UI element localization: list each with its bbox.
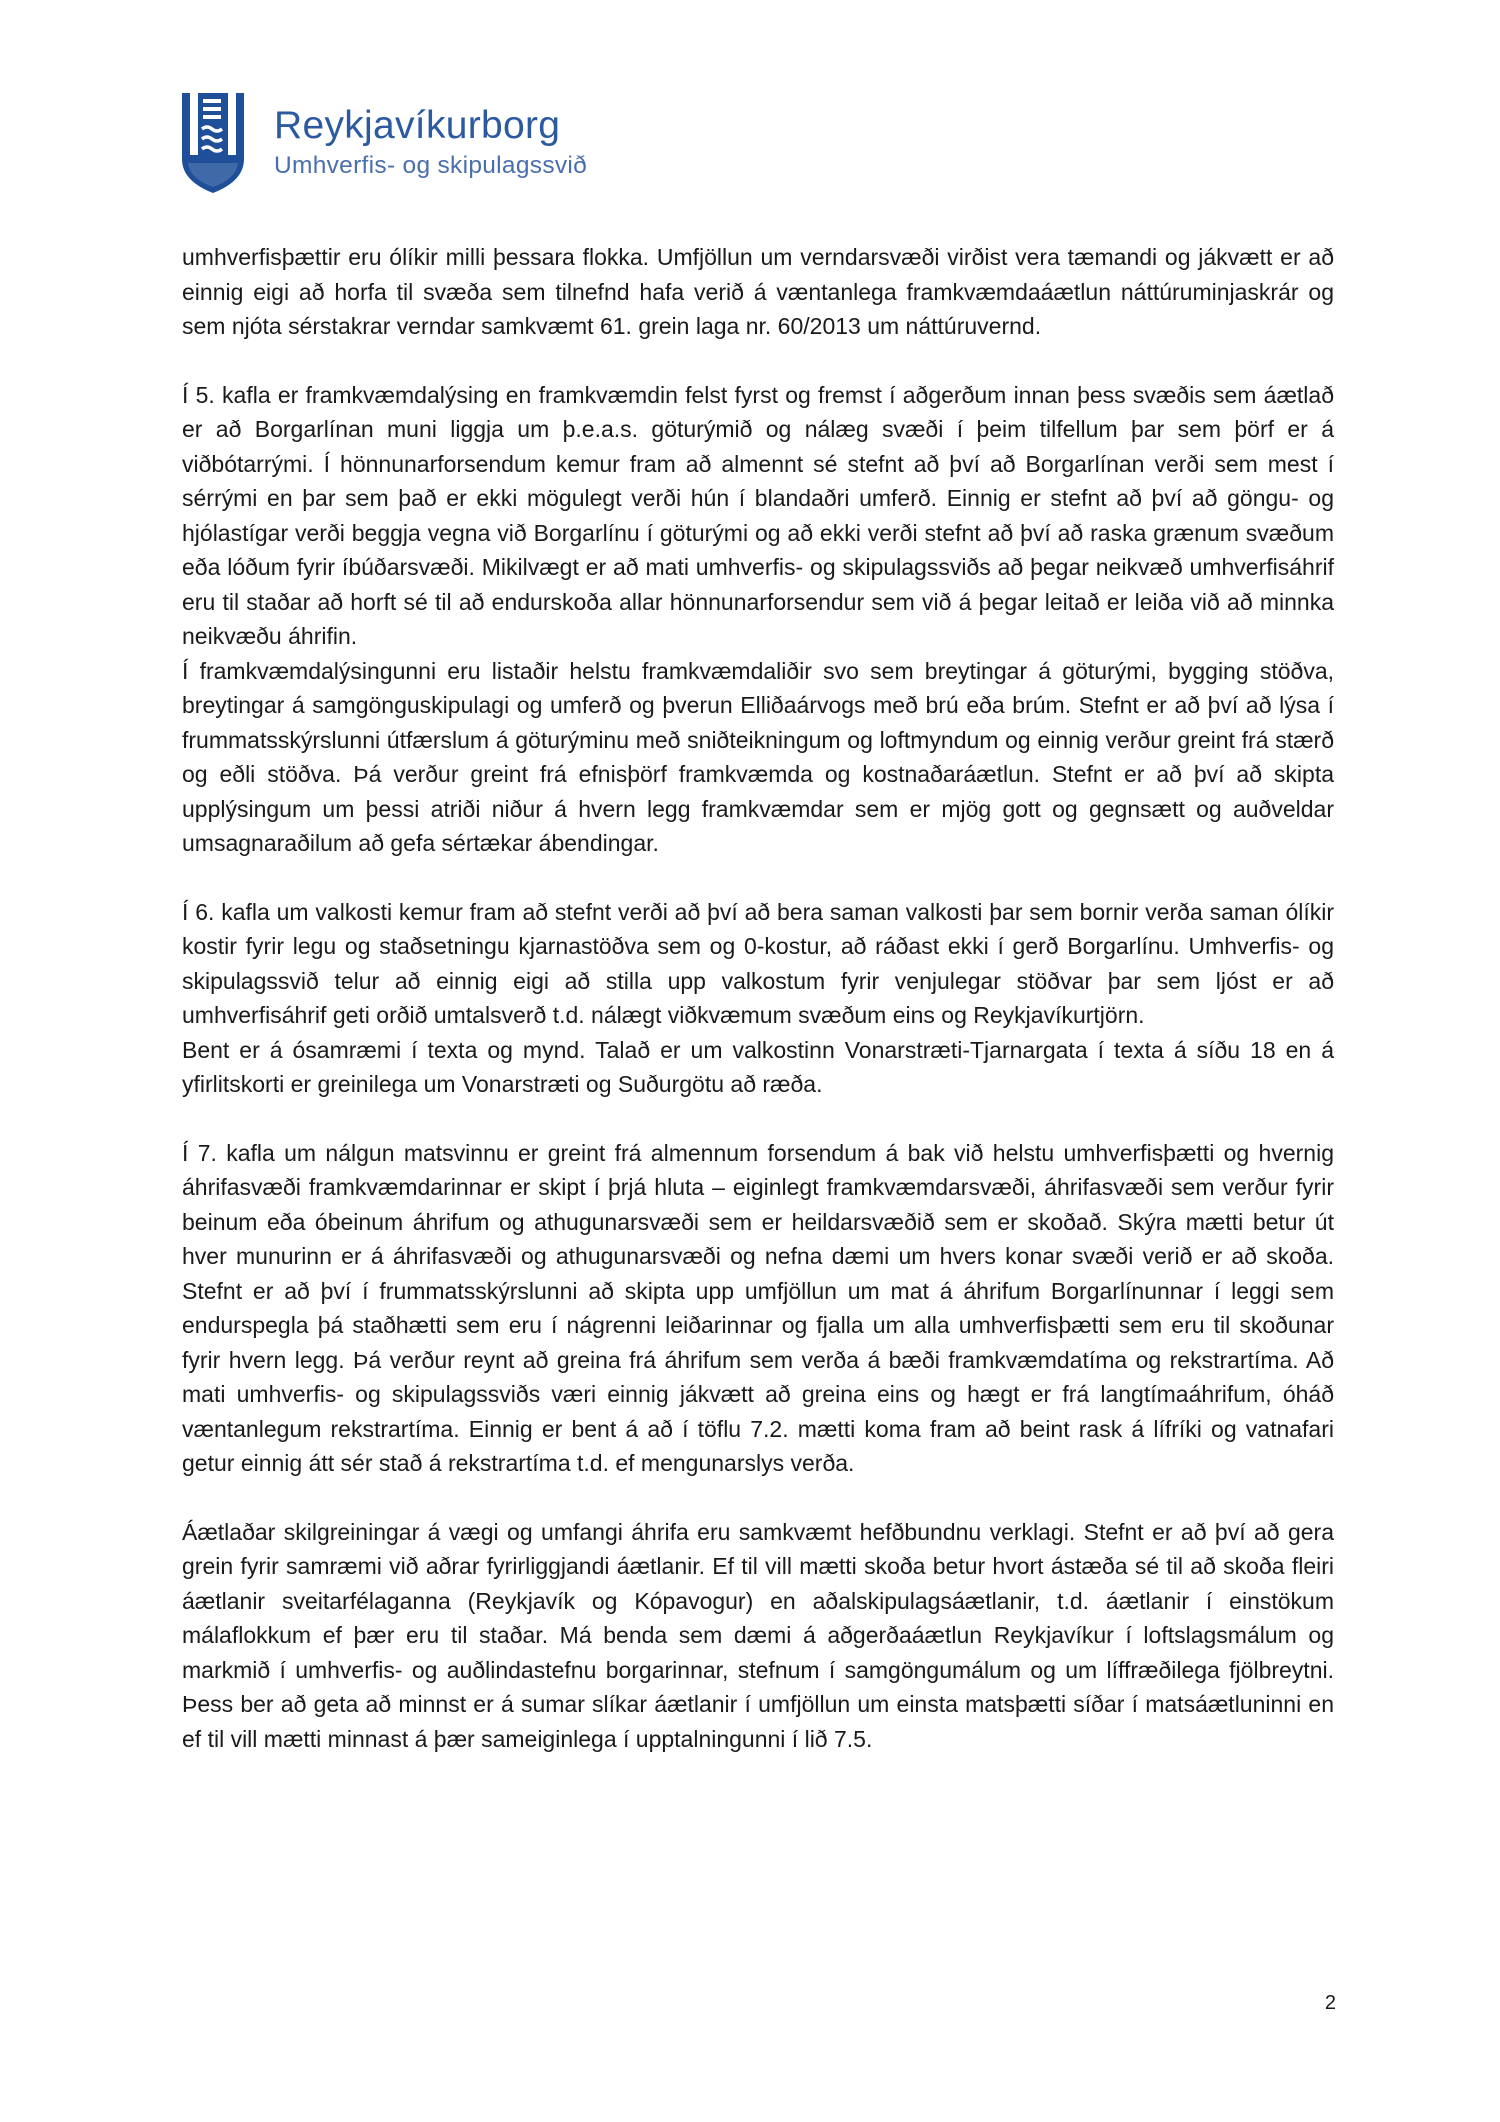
paragraph: Í 7. kafla um nálgun matsvinnu er greint frá almennum forsendum á bak við helstu umhverfisþætti og hvernig áhrifasvæði framkvæmdarinnar er skipt í þrjá hluta – eiginlegt framkvæmdarsvæði, áhrifasvæði sem verður fyrir beinum eða óbeinum áhrifum og athugunarsvæði sem er heildarsvæðið sem er skoðað. Skýra mætti betur út hver munurinn er á áhrifasvæði og athugunarsvæði og nefna dæmi um hvers konar svæði verið er að skoða. Stefnt er að því í frummatsskýrslunni að skipta upp umfjöllun um mat á áhrifum Borgarlínunnar í leggi sem endurspegla þá staðhætti sem eru í nágrenni leiðarinnar og fjalla um alla umhverfisþætti sem eru til skoðunar fyrir hvern legg. Þá verður reynt að greina frá áhrifum sem verða á bæði framkvæmdatíma og rekstrartíma. Að mati umhverfis- og skipulagssviðs væri einnig jákvætt að greina eins og hægt er frá langtímaáhrifum, óháð væntanlegum rekstrartíma. Einnig er bent á að í töflu 7.2. mætti koma fram að beint rask á lífríki og vatnafari getur einnig átt sér stað á rekstrartíma t.d. ef mengunarslys verða. bbox=[182, 1139, 1334, 1476]
paragraph: umhverfisþættir eru ólíkir milli þessara flokka. Umfjöllun um verndarsvæði virðist vera tæmandi og jákvætt er að einnig eigi að horfa til svæða sem tilnefnd hafa verið á væntanlega framkvæmdaáætlun náttúruminjaskrár og sem njóta sérstakrar verndar samkvæmt 61. grein laga nr. 60/2013 um náttúruvernd. bbox=[182, 244, 1334, 339]
body-text bbox=[182, 240, 1334, 1756]
organization-name-block bbox=[274, 104, 587, 182]
paragraph: Í framkvæmdalýsingunni eru listaðir helstu framkvæmdaliðir svo sem breytingar á göturými, bygging stöðva, breytingar á samgönguskipulagi og umferð og þverun Elliðaárvogs með brú eða brúm. Stefnt er að því að lýsa í frummatsskýrslunni útfærslum á göturýminu með sniðteikningum og loftmyndum og einnig verður greint frá stærð og eðli stöðva. Þá verður greint frá efnisþörf framkvæmda og kostnaðaráætlun. Stefnt er að því að skipta upplýsingum um þessi atriði niður á hvern legg framkvæmdar sem er mjög gott og gegnsætt og auðveldar umsagnaraðilum að gefa sértækar ábendingar. bbox=[182, 657, 1334, 856]
page-number: 2 bbox=[1324, 1992, 1336, 2014]
department-name: Umhverfis- og skipulagssvið bbox=[274, 152, 588, 179]
paragraph: Í 6. kafla um valkosti kemur fram að stefnt verði að því að bera saman valkosti þar sem bornir verða saman ólíkir kostir fyrir legu og staðsetningu kjarnastöðva sem og 0-kostur, að ráðast ekki í gerð Borgarlínu. Umhverfis- og skipulagssvið telur að einnig eigi að stilla upp valkostum fyrir venjulegar stöðvar þar sem ljóst er að umhverfisáhrif geti orðið umtalsverð t.d. nálægt viðkvæmum svæðum eins og Reykjavíkurtjörn. bbox=[182, 898, 1334, 1028]
paragraph: Í 5. kafla er framkvæmdalýsing en framkvæmdin felst fyrst og fremst í aðgerðum innan þess svæðis sem áætlað er að Borgarlínan muni liggja um þ.e.a.s. göturýmið og nálæg svæði í þeim tilfellum þar sem þörf er á viðbótarrými. Í hönnunarforsendum kemur fram að almennt sé stefnt að því að Borgarlínan verði sem mest í sérrými en þar sem það er ekki mögulegt verði hún í blandaðri umferð. Einnig er stefnt að því að göngu- og hjólastígar verði beggja vegna við Borgarlínu í göturými og að ekki verði stefnt að því að raska grænum svæðum eða lóðum fyrir íbúðarsvæði. Mikilvægt er að mati umhverfis- og skipulagssviðs að þegar neikvæð umhverfisáhrif eru til staðar að horft sé til að endurskoða allar hönnunarforsendur sem við á þegar leitað er leiða við að minnka neikvæðu áhrifin. bbox=[182, 381, 1334, 649]
reykjavik-coat-of-arms-logo bbox=[178, 89, 248, 197]
letterhead bbox=[178, 88, 587, 198]
organization-name: Reykjavíkurborg bbox=[274, 104, 561, 147]
paragraph: Áætlaðar skilgreiningar á vægi og umfangi áhrifa eru samkvæmt hefðbundnu verklagi. Stefnt er að því að gera grein fyrir samræmi við aðrar fyrirliggjandi áætlanir. Ef til vill mætti skoða betur hvort ástæða sé til að skoða fleiri áætlanir sveitarfélaganna (Reykjavík og Kópavogur) en aðalskipulagsáætlanir, t.d. áætlanir í einstökum málaflokkum ef þær eru til staðar. Má benda sem dæmi á aðgerðaáætlun Reykjavíkur í loftslagsmálum og markmið í umhverfis- og auðlindastefnu borgarinnar, stefnum í samgöngumálum og um líffræðilega fjölbreytni. Þess ber að geta að minnst er á sumar slíkar áætlanir í umfjöllun um einsta matsþætti síðar í matsáætluninni en ef til vill mætti minnast á þær sameiginlega í upptalningunni í lið 7.5. bbox=[182, 1518, 1334, 1752]
paragraph: Bent er á ósamræmi í texta og mynd. Talað er um valkostinn Vonarstræti-Tjarnargata í texta á síðu 18 en á yfirlitskorti er greinilega um Vonarstræti og Suðurgötu að ræða. bbox=[182, 1036, 1334, 1097]
